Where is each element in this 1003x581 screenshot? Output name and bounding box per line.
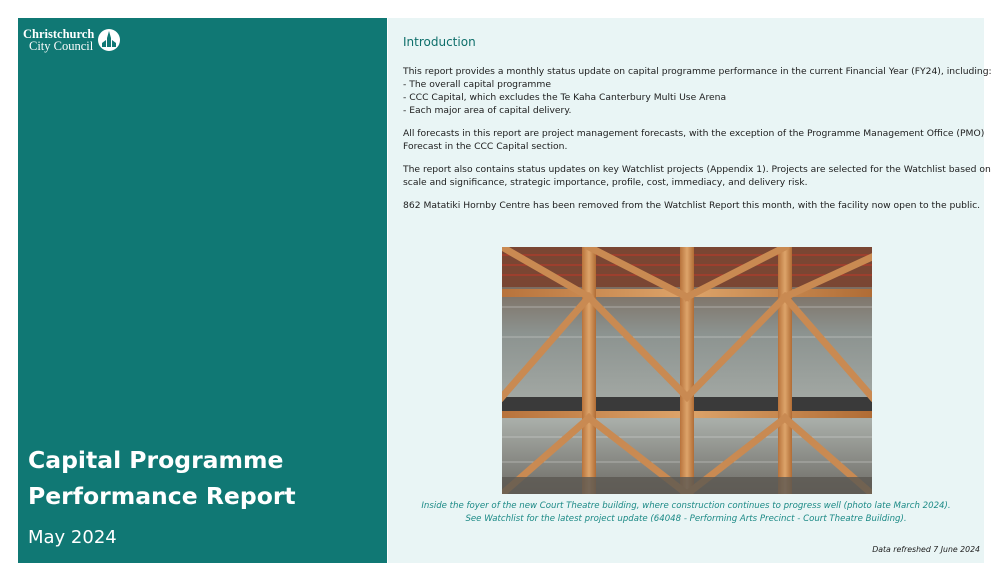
title-line-1: Capital Programme xyxy=(28,446,284,474)
intro-text-line: The report also contains status updates on key Watchlist projects (Appendix 1). Projects are selected for the Watchlist based on xyxy=(403,164,991,175)
intro-paragraph-4 xyxy=(403,199,981,212)
cathedral-icon xyxy=(97,28,121,52)
caption-line-2: See Watchlist for the latest project update (64048 - Performing Arts Precinct - Court Theatre Building). xyxy=(465,514,907,524)
cover-panel xyxy=(18,18,387,563)
intro-text-line: This report provides a monthly status update on capital programme performance in the current Financial Year (FY24), including: xyxy=(403,66,992,77)
intro-text-line: Forecast in the CCC Capital section. xyxy=(403,141,568,152)
data-refreshed-note: Data refreshed 7 June 2024 xyxy=(872,545,980,554)
intro-paragraph-2 xyxy=(403,127,985,153)
logo-line-2: City Council xyxy=(29,39,94,53)
intro-heading: Introduction xyxy=(403,35,476,49)
introduction-panel xyxy=(388,18,992,563)
caption-line-1: Inside the foyer of the new Court Theatre building, where construction continues to progress well (photo late March 2024). xyxy=(421,501,951,511)
title-line-2: Performance Report xyxy=(28,482,296,510)
intro-body xyxy=(403,65,992,222)
bullet-item: - CCC Capital, which excludes the Te Kaha Canterbury Multi Use Arena xyxy=(403,92,727,103)
logo-line-1: Christchurch xyxy=(23,27,95,41)
photo-caption xyxy=(388,500,984,526)
intro-paragraph-1 xyxy=(403,65,992,117)
logo-wordmark xyxy=(23,28,94,52)
bullet-item: - The overall capital programme xyxy=(403,79,551,90)
construction-photo xyxy=(502,247,872,494)
intro-paragraph-3 xyxy=(403,163,991,189)
report-title xyxy=(28,442,296,514)
intro-text-line: scale and significance, strategic importance, profile, cost, immediacy, and delivery risk. xyxy=(403,177,808,188)
bullet-item: - Each major area of capital delivery. xyxy=(403,105,572,116)
intro-text-line: All forecasts in this report are project management forecasts, with the exception of the Programme Management Office (PMO) xyxy=(403,128,985,139)
report-date: May 2024 xyxy=(28,527,117,548)
intro-text-line: 862 Matatiki Hornby Centre has been removed from the Watchlist Report this month, with the facility now open to the public. xyxy=(403,200,981,211)
council-logo xyxy=(23,28,121,52)
timber-frame-image xyxy=(502,247,872,494)
